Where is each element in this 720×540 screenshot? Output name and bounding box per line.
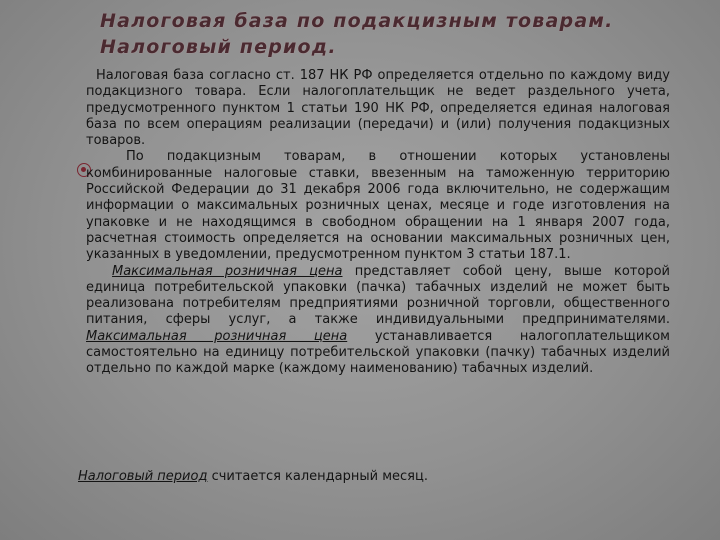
slide-title-line-1: Налоговая база по подакцизным товарам. bbox=[100, 10, 614, 32]
paragraph-max-retail-price-text: представляет собой цену, выше которой единица потребительской упаковки (пачка) табачных изделий не может быть реализована потребителям предприятиями розничной торговли, общественного питания, сферы услуг, а также индивидуальными предпринимателями. bbox=[86, 263, 670, 328]
slide-title bbox=[100, 8, 700, 60]
paragraph-tax-base-text: Налоговая база согласно ст. 187 НК РФ определяется отдельно по каждому виду подакцизного товара. Если налогоплательщик не ведет раздельного учета, предусмотренного пунктом 1 статьи 190 НК РФ, определяется единая налоговая база по всем операциям реализации (передачи) и (или) получения подакцизных товаров. bbox=[86, 68, 670, 149]
paragraph-max-retail-price bbox=[86, 264, 670, 378]
term-max-retail-price-2: Максимальная розничная цена bbox=[86, 328, 348, 344]
paragraph-max-retail-price-text-2: устанавливается налогоплательщиком самостоятельно на единицу потребительской упаковки (пачку) табачных изделий отдельно по каждой марке (каждому наименованию) табачных изделий. bbox=[86, 328, 670, 377]
term-tax-period: Налоговый период bbox=[78, 469, 208, 484]
paragraph-tax-period-text: считается календарный месяц. bbox=[207, 469, 428, 484]
paragraph-tax-period bbox=[78, 469, 678, 485]
paragraph-tax-base bbox=[86, 68, 670, 149]
slide-title-line-2: Налоговый период. bbox=[100, 36, 337, 58]
term-max-retail-price: Максимальная розничная цена bbox=[112, 263, 343, 279]
slide-body bbox=[86, 68, 670, 378]
paragraph-combined-rates bbox=[86, 149, 670, 263]
paragraph-combined-rates-text: По подакцизным товарам, в отношении которых установлены комбинированные налоговые ставки, ввезенным на таможенную территорию Российской Федерации до 31 декабря 2006 года включительно, не содержащим информации о максимальных розничных ценах, месяце и годе изготовления на упаковке и не находящимся в свободном обращении на 1 января 2007 года, расчетная стоимость определяется на основании максимальных розничных цен, указанных в уведомлении, предусмотренном пунктом 3 статьи 187.1. bbox=[86, 149, 670, 263]
